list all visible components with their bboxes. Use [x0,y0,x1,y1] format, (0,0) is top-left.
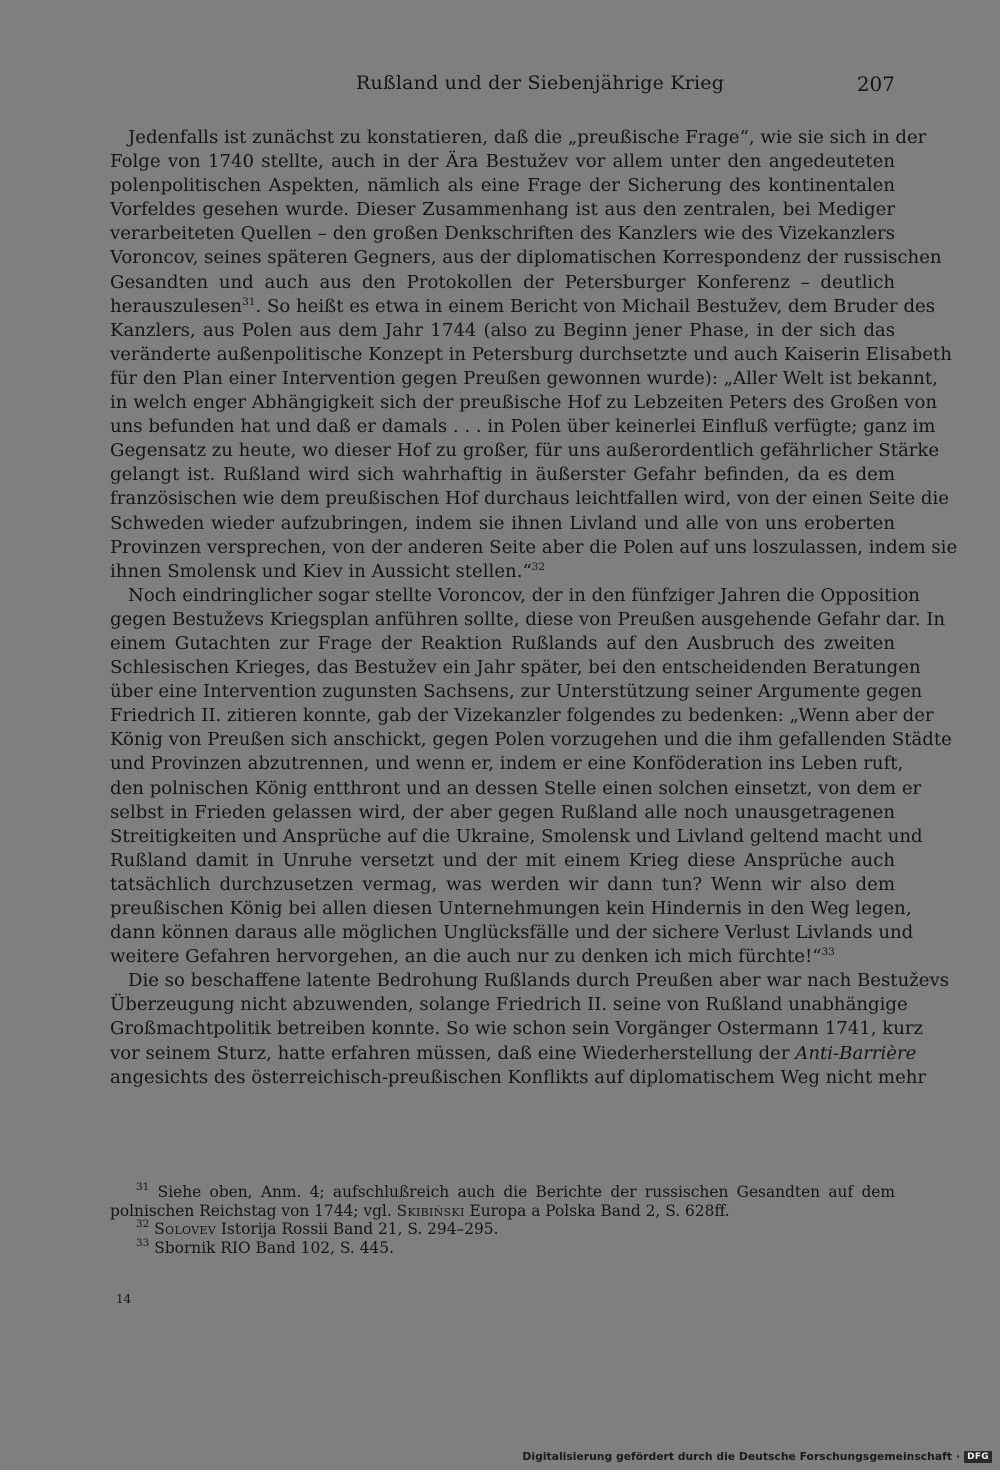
author-name: Solovev [154,1220,216,1239]
text-line [110,1042,917,1066]
text-line: Voroncov, seines späteren Gegners, aus der diplomatischen Korrespondenz der russischen [110,247,942,269]
text-line: tatsächlich durchzusetzen vermag, was werden wir dann tun? Wenn wir also dem [110,873,895,895]
text-line: Großmachtpolitik betreiben konnte. So wie schon sein Vorgänger Ostermann 1741, kurz [110,1018,924,1040]
text-line: Schlesischen Krieges, das Bestužev ein Jahr später, bei den entscheidenden Beratungen [110,657,921,679]
text-line: dann können daraus alle möglichen Unglücksfälle und der sichere Verlust Livlands und [110,922,914,944]
text-line: Gegensatz zu heute, wo dieser Hof zu großer, für uns außerordentlich gefährlicher Stärke [110,440,940,462]
text-line: über eine Intervention zugunsten Sachsens, zur Unterstützung seiner Argumente gegen [110,681,923,703]
text-line: verarbeiteten Quellen – den großen Denkschriften des Kanzlers wie des Vizekanzlers [110,223,895,245]
text-segment: ihnen Smolensk und Kiev in Aussicht stellen.“ [110,560,532,582]
footnote-31 [110,1183,895,1202]
footnote-marker: 31 [242,295,256,308]
page-number: 207 [856,72,895,96]
text-line: selbst in Frieden gelassen wird, der aber gegen Rußland alle noch unausgetragenen [110,801,895,823]
text-line: und Provinzen abzutrennen, und wenn er, indem er eine Konföderation ins Leben ruft, [110,753,904,775]
running-title: Rußland und der Siebenjährige Krieg [356,72,725,94]
footnote-33 [110,1236,895,1258]
text-line: veränderte außenpolitische Konzept in Petersburg durchsetzte und auch Kaiserin Elisabeth [110,343,952,365]
banner-text: Digitalisierung gefördert durch die Deutsche Forschungsgemeinschaft [522,1450,952,1463]
text-segment: vor seinem Sturz, hatte erfahren müssen, daß eine Wiederherstellung der [110,1042,790,1064]
body-text [110,126,958,1090]
text-line: französischen wie dem preußischen Hof durchaus leichtfallen wird, von der einen Seite die [110,488,950,510]
footnote-31-continued [110,1202,895,1221]
text-line [110,560,895,584]
text-line [110,945,895,969]
text-line: einem Gutachten zur Frage der Reaktion Rußlands auf den Ausbruch des zweiten [110,632,895,654]
text-line: Provinzen versprechen, von der anderen Seite aber die Polen auf uns loszulassen, indem sie [110,536,958,558]
text-line: Jedenfalls ist zunächst zu konstatieren, daß die „preußische Frage“, wie sie sich in der [128,127,927,148]
text-line: uns befunden hat und daß er damals . . . in Polen über keinerlei Einfluß verfügte; ganz im [110,416,936,438]
text-line: Gesandten und auch aus den Protokollen der Petersburger Konferenz – deutlich [110,271,895,293]
text-line: Vorfeldes gesehen wurde. Dieser Zusammenhang ist aus den zentralen, bei Mediger [110,199,895,221]
footnote-text: Europa a Polska Band 2, S. 628ff. [469,1201,730,1220]
text-line: gelangt ist. Rußland wird sich wahrhaftig in äußerster Gefahr befinden, da es dem [110,464,895,486]
text-segment: herauszulesen [110,295,243,317]
author-name: Skibiński [396,1201,465,1220]
digitization-banner [522,1450,992,1463]
footnote-marker: 32 [531,560,546,573]
text-line: angesichts des österreichisch-preußischen Konflikts auf diplomatischem Weg nicht mehr [110,1066,927,1088]
footnote-32 [110,1220,895,1239]
banner-separator: · [955,1450,961,1463]
footnote-text: Siehe oben, Anm. 4; aufschlußreich auch die Berichte der russischen Gesandten auf dem [157,1183,895,1201]
footnote-number: 33 [136,1236,150,1249]
dfg-logo-icon: DFG [964,1451,992,1463]
text-line: König von Preußen sich anschickt, gegen Polen vorzugehen und die ihm gefallenden Städte [110,729,952,751]
text-line: den polnischen König entthront und an dessen Stelle einen solchen einsetzt, von dem er [110,777,922,799]
footnote-number: 32 [136,1218,150,1231]
printer-signature: 14 [116,1292,132,1306]
footnotes [110,1183,895,1257]
text-line: Noch eindringlicher sogar stellte Voroncov, der in den fünfziger Jahren die Opposition [128,584,920,606]
text-line: polenpolitischen Aspekten, nämlich als eine Frage der Sicherung des kontinentalen [110,175,895,197]
text-line: Streitigkeiten und Ansprüche auf die Ukraine, Smolensk und Livland geltend macht und [110,825,923,847]
footnote-text: Sbornik RIO Band 102, S. 445. [154,1238,394,1257]
footnote-marker: 33 [821,946,835,959]
footnote-text: Istorija Rossii Band 21, S. 294–295. [220,1220,499,1239]
text-line: in welch enger Abhängigkeit sich der preußische Hof zu Lebzeiten Peters des Großen von [110,392,938,414]
text-line: Die so beschaffene latente Bedrohung Rußlands durch Preußen aber war nach Bestuževs [128,970,949,992]
text-line: Rußland damit in Unruhe versetzt und der mit einem Krieg diese Ansprüche auch [110,849,895,871]
footnote-number: 31 [136,1181,150,1194]
text-line: Friedrich II. zitieren konnte, gab der Vizekanzler folgendes zu bedenken: „Wenn aber der [110,705,934,727]
text-line: Schweden wieder aufzubringen, indem sie ihnen Livland und alle von uns eroberten [110,512,895,534]
text-line: gegen Bestuževs Kriegsplan anführen sollte, diese von Preußen ausgehende Gefahr dar. In [110,608,946,630]
text-line: Überzeugung nicht abzuwenden, solange Friedrich II. seine von Rußland unabhängige [110,994,908,1016]
text-line: für den Plan einer Intervention gegen Preußen gewonnen wurde): „Aller Welt ist bekannt, [110,367,938,389]
text-segment: . So heißt es etwa in einem Bericht von Michail Bestužev, dem Bruder des [255,295,936,317]
text-line: preußischen König bei allen diesen Unternehmungen kein Hindernis in den Weg legen, [110,898,912,919]
text-line: Folge von 1740 stellte, auch in der Ära Bestužev vor allem unter den angedeuteten [110,151,895,173]
footnote-text: polnischen Reichstag von 1744; vgl. [110,1201,392,1220]
text-line [110,295,936,319]
text-segment: weitere Gefahren hervorgehen, an die auch nur zu denken ich mich fürchte!“ [110,946,822,968]
text-line: Kanzlers, aus Polen aus dem Jahr 1744 (also zu Beginn jener Phase, in der sich das [110,319,895,341]
page-header [110,72,895,102]
italic-term: Anti-Barrière [795,1042,917,1064]
